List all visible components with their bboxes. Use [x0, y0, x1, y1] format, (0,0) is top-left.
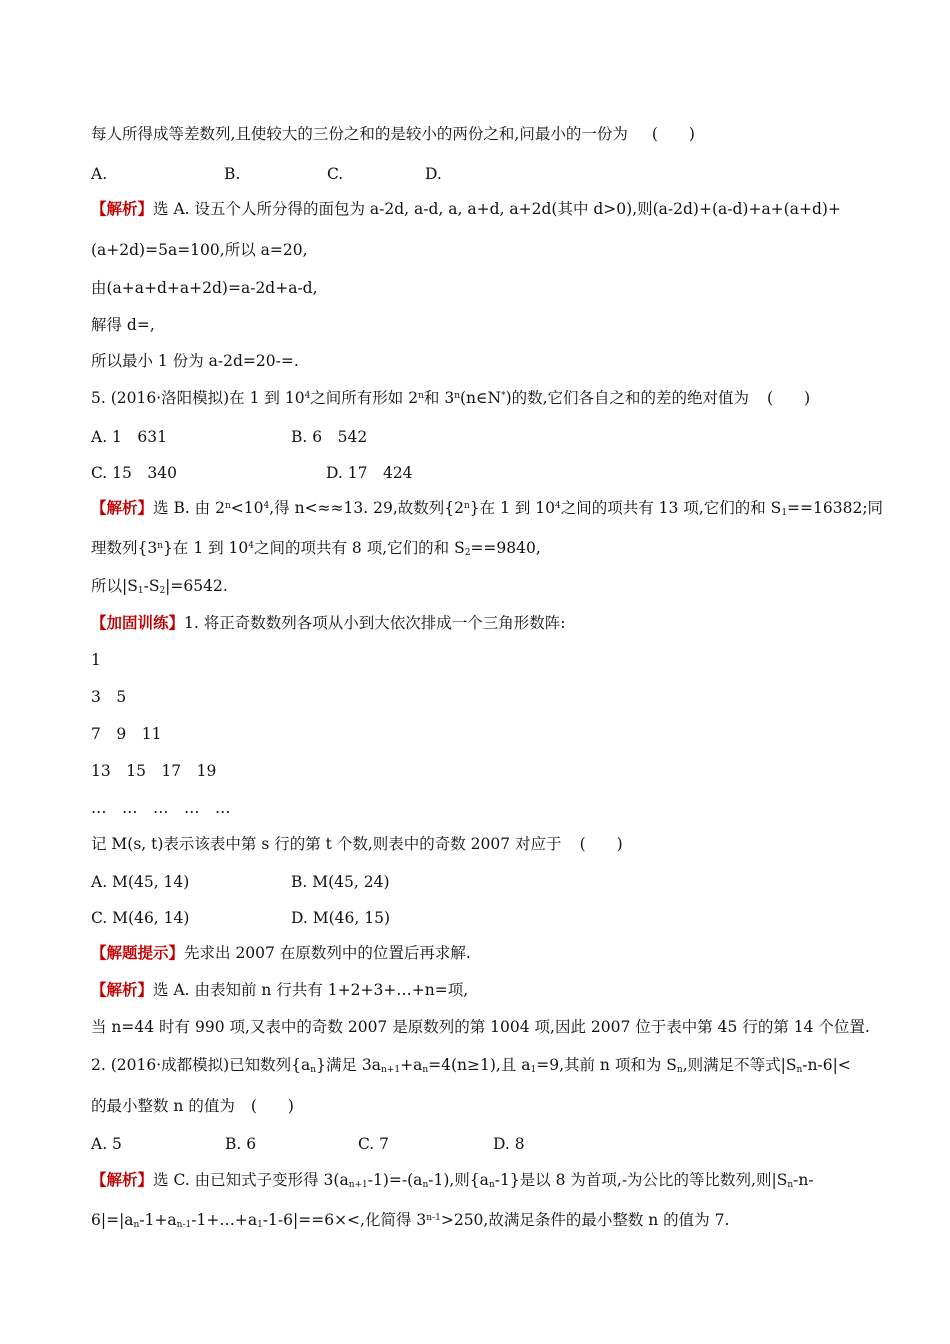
q2-sol1-b: -1)=-(a [367, 1171, 423, 1189]
q5-sol1-sup1: n [224, 501, 231, 511]
q5-solution-line-3 [91, 576, 228, 596]
q2-sub4: 1 [530, 1065, 537, 1075]
q2-sol2-c: -1+…+a [191, 1211, 258, 1229]
q2-option-d: D. 8 [493, 1135, 525, 1153]
q4-solution-line-1 [91, 199, 841, 219]
q5-solution-tag: 【解析】 [91, 498, 154, 517]
q5-sol2-sup1: n [157, 541, 164, 551]
ext-hint-line [91, 943, 471, 963]
q5-options-row-2 [91, 463, 691, 483]
ext-intro-line [91, 613, 565, 633]
q5-stem [91, 388, 810, 408]
q5-paren: ( ) [767, 389, 811, 407]
ext-options-row-2 [91, 908, 691, 928]
q5-sol2-b: }在 1 到 10 [163, 539, 249, 557]
q4-solution-line-3: 由(a+a+d+a+2d)=a-2d+a-d, [91, 279, 318, 297]
q2-sub3: n [422, 1065, 429, 1075]
q4-solution-text-1: 选 A. 设五个人所分得的面包为 a-2d, a-d, a, a+d, a+2d(其中 d>0),则(a-2d)+(a-d)+a+(a+d)+ [153, 200, 841, 218]
q2-a: 2. (2016·成都模拟)已知数列{a [91, 1056, 311, 1074]
q2-sol2-sub1: n [133, 1220, 140, 1230]
ext-solution-line-2: 当 n=44 时有 990 项,又表中的奇数 2007 是原数列的第 1004 项,因此 2007 位于表中第 45 行的第 14 个位置. [91, 1018, 870, 1036]
q2-solution-line-1 [91, 1170, 814, 1190]
q5-option-c: C. 15 340 [91, 464, 177, 482]
triangle-row-3: 7 9 11 [91, 725, 162, 743]
q5-sol3-sub1: 1 [137, 586, 144, 596]
q2-sol1-e: -n- [793, 1171, 814, 1189]
ext-option-d: D. M(46, 15) [291, 909, 390, 927]
q5-sol3-b: -S [143, 577, 160, 595]
q2-sub2: n+1 [381, 1065, 401, 1075]
ext-question-text: 记 M(s, t)表示该表中第 s 行的第 t 个数,则表中的奇数 2007 对应于 [91, 835, 562, 853]
q2-stem-line-1 [91, 1055, 851, 1075]
q2-option-c: C. 7 [358, 1135, 390, 1153]
q5-sol3-a: 所以|S [91, 577, 138, 595]
q5-stem-b: 之间所有形如 2 [310, 389, 419, 407]
q2-b: }满足 3a [316, 1056, 381, 1074]
ext-solution-text-1: 选 A. 由表知前 n 行共有 1+2+3+…+n=项, [153, 981, 469, 999]
triangle-row-4: 13 15 17 19 [91, 762, 217, 780]
ext-option-b: B. M(45, 24) [291, 873, 390, 891]
q4-paren: ( ) [651, 125, 695, 143]
q5-sol1-sub1: 1 [781, 508, 788, 518]
q2-sol2-sup1: n-1 [426, 1213, 441, 1223]
q5-sol3-c: |=6542. [165, 577, 228, 595]
q2-solution-tag: 【解析】 [91, 1170, 154, 1189]
ext-tag: 【加固训练】 [91, 613, 185, 632]
q5-option-d: D. 17 424 [326, 464, 413, 482]
q2-sol2-sub3: 1 [257, 1220, 263, 1230]
q2-g: -n-6|< [802, 1056, 851, 1074]
q5-stem-sup3: n [454, 391, 460, 401]
q2-sol2-a: 6|=|a [91, 1211, 134, 1229]
q5-sol1-sup3: n [463, 501, 470, 511]
q2-paren: ( ) [250, 1097, 294, 1115]
q2-sol1-sub1: n+1 [348, 1180, 368, 1190]
q2-sub5: n [676, 1065, 683, 1075]
q5-sol2-a: 理数列{3 [91, 539, 158, 557]
triangle-row-1: 1 [91, 651, 101, 669]
q2-sol1-sub3: n [488, 1180, 495, 1190]
q5-sol1-b: <10 [230, 499, 264, 517]
q5-option-a: A. 1 631 [91, 428, 167, 446]
q5-stem-c: 和 3 [423, 389, 455, 407]
q2-sol1-c: -1),则{a [428, 1171, 489, 1189]
q2-sol2-e: >250,故满足条件的最小整数 n 的值为 7. [440, 1211, 730, 1229]
q2-c: +a [400, 1056, 423, 1074]
ext-option-c: C. M(46, 14) [91, 909, 190, 927]
q4-stem-text: 每人所得成等差数列,且使较大的三份之和的是较小的两份之和,问最小的一份为 [91, 125, 628, 143]
q5-sol1-sup4: 4 [555, 501, 561, 511]
q5-stem-sup1: 4 [304, 391, 311, 401]
q2-d: =4(n≥1),且 a [428, 1056, 531, 1074]
q2-line2: 的最小整数 n 的值为 [91, 1097, 235, 1115]
q5-sol2-d: ==9840, [470, 539, 541, 557]
q5-solution-line-2 [91, 538, 541, 558]
q5-sol2-sup2: 4 [248, 541, 254, 551]
q5-option-b: B. 6 542 [291, 428, 368, 446]
q4-solution-line-4: 解得 d=, [91, 316, 155, 334]
q5-sol2-sub1: 2 [464, 548, 471, 558]
q4-options [91, 164, 891, 184]
q2-sub1: n [310, 1065, 317, 1075]
q4-stem [91, 124, 695, 144]
q5-solution-line-1 [91, 498, 883, 518]
q5-sol1-a: 选 B. 由 2 [153, 499, 225, 517]
q5-sol2-c: 之间的项共有 8 项,它们的和 S [254, 539, 465, 557]
q4-solution-line-5: 所以最小 1 份为 a-2d=20-=. [91, 352, 299, 370]
ext-intro: 1. 将正奇数数列各项从小到大依次排成一个三角形数阵: [184, 614, 566, 632]
q5-stem-sup4: * [501, 391, 506, 401]
q4-option-a: A. [91, 165, 108, 183]
q2-sub6: n [796, 1065, 803, 1075]
q4-solution-tag: 【解析】 [91, 199, 154, 218]
q5-stem-d: (n∈N [459, 389, 502, 407]
q5-sol1-c: ,得 n<≈≈13. 29,故数列{2 [269, 499, 464, 517]
q2-sol1-sub2: n [422, 1180, 429, 1190]
q2-option-a: A. 5 [91, 1135, 122, 1153]
q2-sol1-sub4: n [787, 1180, 794, 1190]
q2-sol2-d: -1-6|==6×<,化简得 3 [262, 1211, 427, 1229]
triangle-row-2: 3 5 [91, 688, 127, 706]
q2-f: ,则满足不等式|S [682, 1056, 797, 1074]
q2-sol1-a: 选 C. 由已知式子变形得 3(a [153, 1171, 349, 1189]
q2-e: =9,其前 n 项和为 S [536, 1056, 677, 1074]
q4-option-c: C. [327, 165, 344, 183]
q2-sol1-d: -1}是以 8 为首项,-为公比的等比数列,则|S [494, 1171, 788, 1189]
triangle-row-5: … … … … … [91, 799, 231, 817]
q5-sol1-d: }在 1 到 10 [469, 499, 556, 517]
q2-option-b: B. 6 [225, 1135, 257, 1153]
q5-stem-e: )的数,它们各自之和的差的绝对值为 [505, 389, 750, 407]
ext-hint: 先求出 2007 在原数列中的位置后再求解. [184, 944, 471, 962]
q2-options [91, 1134, 691, 1154]
q4-solution-line-2: (a+2d)=5a=100,所以 a=20, [91, 241, 308, 259]
q5-sol1-f: ==16382;同 [787, 499, 884, 517]
q2-sol2-b: -1+a [139, 1211, 177, 1229]
ext-option-a: A. M(45, 14) [91, 873, 190, 891]
q5-stem-a: 5. (2016·洛阳模拟)在 1 到 10 [91, 389, 305, 407]
ext-paren: ( ) [579, 835, 623, 853]
q2-solution-line-2 [91, 1210, 729, 1230]
q5-options-row-1 [91, 427, 691, 447]
q5-sol1-sup2: 4 [263, 501, 270, 511]
q4-option-b: B. [224, 165, 241, 183]
q5-sol3-sub2: 2 [159, 586, 166, 596]
q2-sol2-sub2: n-1 [176, 1220, 192, 1230]
ext-hint-tag: 【解题提示】 [91, 943, 185, 962]
q5-sol1-e: 之间的项共有 13 项,它们的和 S [560, 499, 782, 517]
q4-option-d: D. [425, 165, 442, 183]
q2-stem-line-2 [91, 1096, 294, 1116]
ext-question [91, 834, 623, 854]
ext-options-row-1 [91, 872, 691, 892]
ext-solution-line-1 [91, 980, 468, 1000]
q5-stem-sup2: n [418, 391, 424, 401]
ext-solution-tag: 【解析】 [91, 980, 154, 999]
